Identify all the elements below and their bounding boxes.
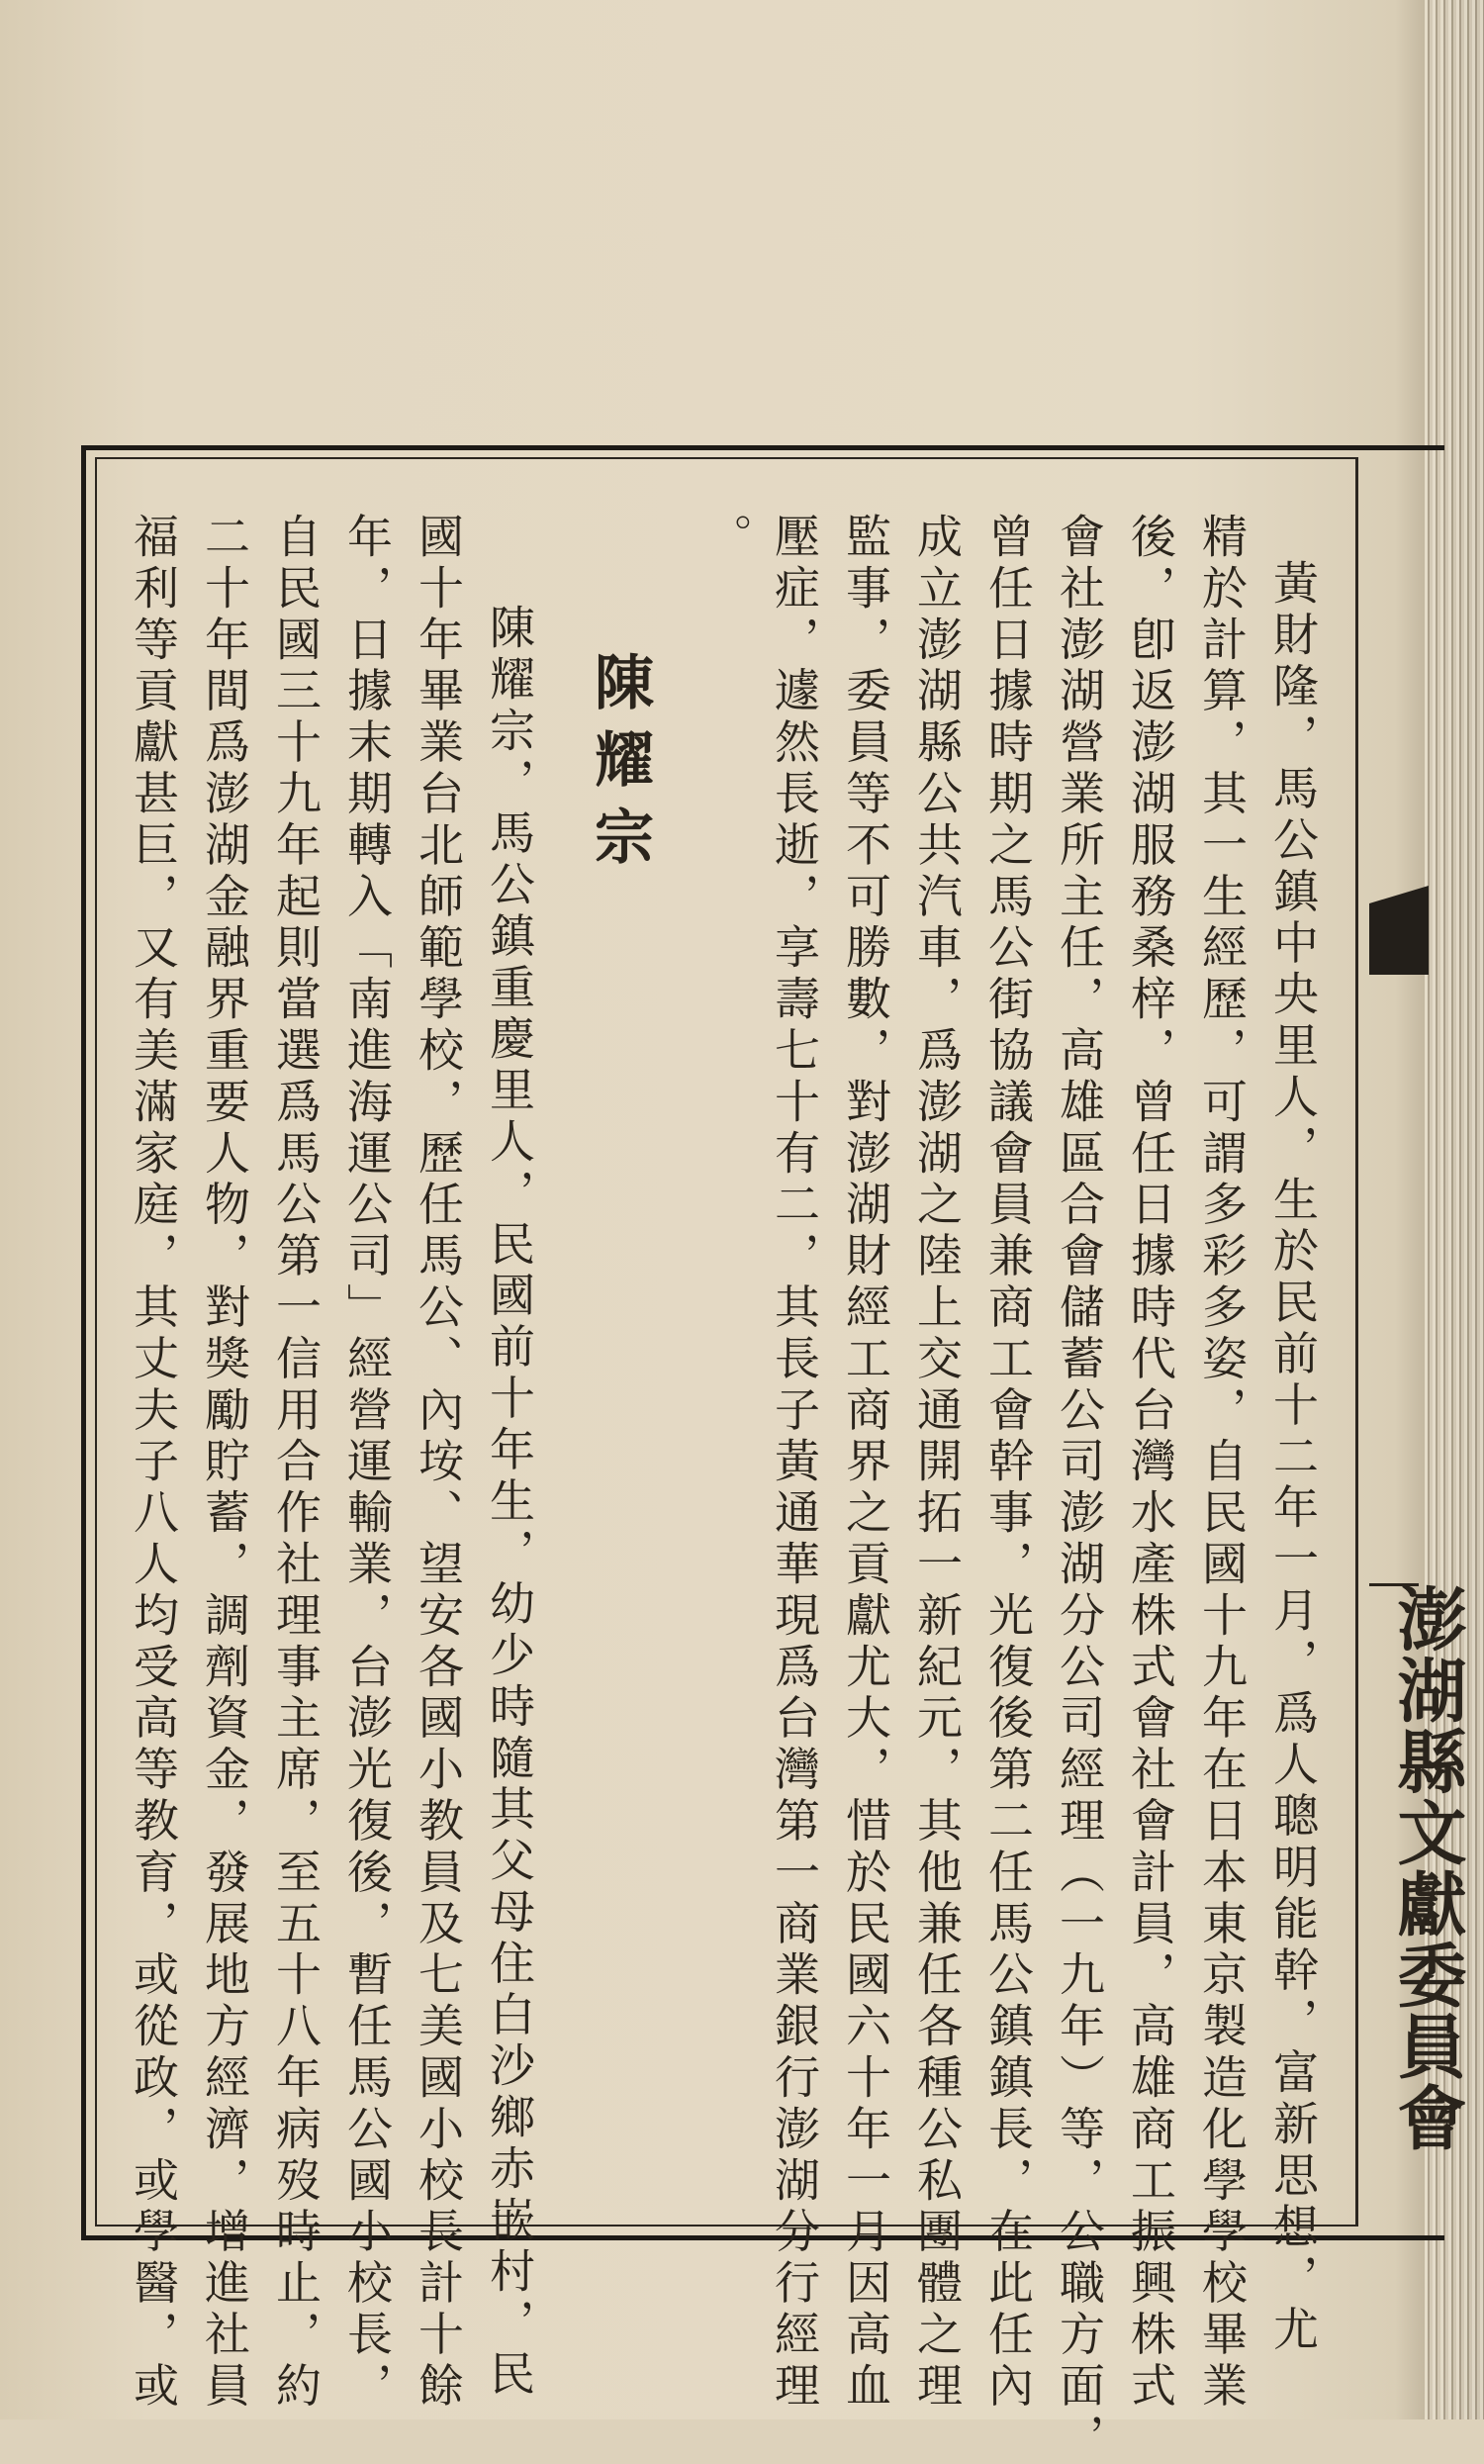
entry2-column-4: 自民國三十九年起則當選爲馬公第一信用合作社理事主席，至五十八年病歿時止，約 <box>269 513 323 2414</box>
entry1-column-2: 精於計算，其一生經歷，可謂多彩多姿，自民國十九年在日本東京製造化學學校畢業 <box>1195 513 1249 2414</box>
entry2-column-2: 國十年畢業台北師範學校，歷任馬公、內垵、望安各國小教員及七美國小校長計十餘 <box>412 513 465 2414</box>
entry2-heading: 陳耀宗 <box>585 651 654 883</box>
entry2-column-3: 年，日據末期轉入「南進海運公司」經營運輸業，台澎光復後，暫任馬公國小校長， <box>340 513 394 2414</box>
entry2-column-1: 陳耀宗，馬公鎮重慶里人，民國前十年生，幼少時隨其父母住白沙鄉赤嵌村，民 <box>483 604 536 2402</box>
entry1-column-7: 監事，委員等不可勝數，對澎湖財經工商界之貢獻尤大，惜於民國六十年一月因高血 <box>839 513 892 2414</box>
entry1-column-4: 會社澎湖營業所主任，高雄區合會儲蓄公司澎湖分公司經理（一九年）等，公職方面， <box>1053 513 1106 2464</box>
entry2-column-6: 福利等貢獻甚巨，又有美滿家庭，其丈夫子八人均受高等教育，或從政，或學醫，或 <box>127 513 180 2414</box>
running-head: 澎湖縣文獻委員會 <box>1386 1583 1468 2153</box>
margin-divider-line <box>1355 457 1358 2227</box>
entry1-column-1: 黃財隆，馬公鎮中央里人，生於民前十二年一月，爲人聰明能幹，富新思想，尤 <box>1266 559 1320 2357</box>
entry1-column-6: 成立澎湖縣公共汽車，爲澎湖之陸上交通開拓一新紀元，其他兼任各種公私團體之理 <box>910 513 964 2414</box>
entry1-column-8: 壓症，遽然長逝，享壽七十有二，其長子黃通華現爲台灣第一商業銀行澎湖分行經理 <box>768 513 821 2414</box>
entry1-column-5: 曾任日據時期之馬公街協議會員兼商工會幹事，光復後第二任馬公鎮鎮長，在此任內 <box>981 513 1035 2414</box>
entry2-column-5: 二十年間爲澎湖金融界重要人物，對獎勵貯蓄，調劑資金，發展地方經濟，增進社員 <box>198 513 251 2414</box>
entry1-column-3: 後，卽返澎湖服務桑梓，曾任日據時代台灣水產株式會社會計員，高雄商工振興株式 <box>1124 513 1177 2414</box>
entry1-column-9: 。 <box>700 513 754 564</box>
